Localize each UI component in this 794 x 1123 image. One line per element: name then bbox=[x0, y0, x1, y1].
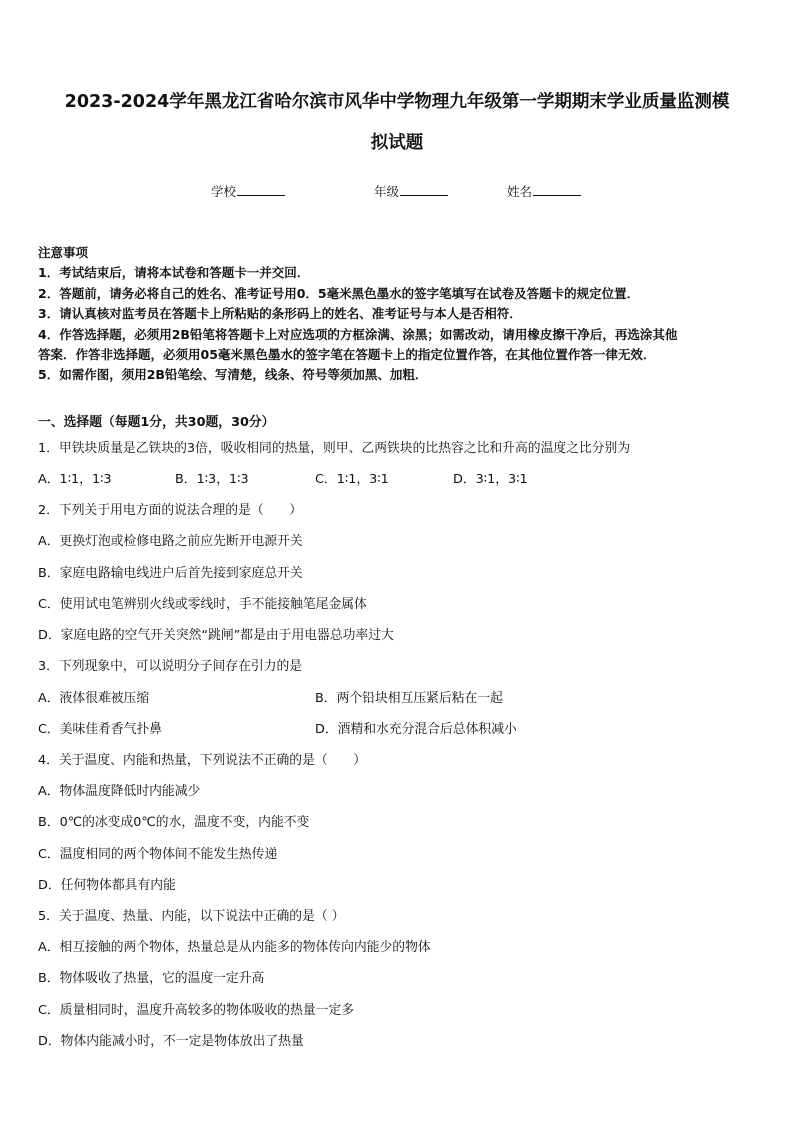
notice-item: 1．考试结束后，请将本试卷和答题卡一并交回． bbox=[38, 265, 310, 281]
question-4-stem: 4．关于温度、内能和热量，下列说法不正确的是（ ） bbox=[38, 753, 367, 768]
q2-option-d[interactable]: D．家庭电路的空气开关突然“跳闸”都是由于用电器总功率过大 bbox=[38, 628, 394, 643]
q4-option-b[interactable]: B．0℃的冰变成0℃的水，温度不变，内能不变 bbox=[38, 815, 310, 830]
notice-item: 3．请认真核对监考员在答题卡上所粘贴的条形码上的姓名、准考证号与本人是否相符． bbox=[38, 306, 522, 322]
q5-option-d[interactable]: D．物体内能减小时，不一定是物体放出了热量 bbox=[38, 1034, 304, 1049]
q3-option-b[interactable]: B．两个铅块相互压紧后粘在一起 bbox=[315, 691, 503, 706]
q2-option-c[interactable]: C．使用试电笔辨别火线或零线时，手不能接触笔尾金属体 bbox=[38, 597, 367, 612]
q4-option-d[interactable]: D．任何物体都具有内能 bbox=[38, 878, 176, 893]
notice-item: 4．作答选择题，必须用2B铅笔将答题卡上对应选项的方框涂满、涂黑；如需改动，请用橡皮擦干净后，再选涂其他 bbox=[38, 326, 678, 342]
notice-item: 答案．作答非选择题，必须用05毫米黑色墨水的签字笔在答题卡上的指定位置作答，在其他位置作答一律无效． bbox=[38, 347, 656, 363]
q2-option-b[interactable]: B．家庭电路输电线进户后首先接到家庭总开关 bbox=[38, 566, 303, 581]
q5-option-b[interactable]: B．物体吸收了热量，它的温度一定升高 bbox=[38, 971, 265, 986]
q5-option-a[interactable]: A．相互接触的两个物体，热量总是从内能多的物体传向内能少的物体 bbox=[38, 940, 431, 955]
question-3-stem: 3．下列现象中，可以说明分子间存在引力的是 bbox=[38, 659, 303, 674]
q1-option-a[interactable]: A．1∶1，1∶3 bbox=[38, 472, 112, 487]
question-1-stem: 1．甲铁块质量是乙铁块的3倍，吸收相同的热量，则甲、乙两铁块的比热容之比和升高的温度之比分别为 bbox=[38, 441, 631, 456]
q1-option-b[interactable]: B．1∶3，1∶3 bbox=[175, 472, 249, 487]
q2-option-a[interactable]: A．更换灯泡或检修电路之前应先断开电源开关 bbox=[38, 534, 303, 549]
notice-block bbox=[38, 243, 758, 386]
question-2-stem: 2．下列关于用电方面的说法合理的是（ ） bbox=[38, 503, 303, 518]
exam-title-line2: 拟试题 bbox=[370, 133, 424, 153]
section-heading: 一、选择题（每题1分，共30题，30分） bbox=[38, 415, 275, 430]
q5-option-c[interactable]: C．质量相同时，温度升高较多的物体吸收的热量一定多 bbox=[38, 1003, 355, 1018]
q3-option-d[interactable]: D．酒精和水充分混合后总体积减小 bbox=[315, 722, 517, 737]
q1-option-d[interactable]: D．3∶1，3∶1 bbox=[453, 472, 528, 487]
school-field[interactable] bbox=[211, 182, 285, 200]
question-5-stem: 5．关于温度、热量、内能，以下说法中正确的是（ ） bbox=[38, 909, 345, 924]
school-label: 学校 bbox=[211, 184, 237, 199]
grade-field[interactable] bbox=[374, 182, 448, 200]
notice-heading: 注意事项 bbox=[38, 245, 89, 260]
notice-item: 2．答题前，请务必将自己的姓名、准考证号用0．5毫米黑色墨水的签字笔填写在试卷及答题卡的规定位置． bbox=[38, 285, 640, 301]
q3-option-c[interactable]: C．美味佳肴香气扑鼻 bbox=[38, 722, 163, 737]
exam-title-line1: 2023-2024学年黑龙江省哈尔滨市风华中学物理九年级第一学期期末学业质量监测模 bbox=[64, 92, 730, 112]
grade-label: 年级 bbox=[374, 184, 400, 199]
name-label: 姓名 bbox=[507, 184, 533, 199]
q1-option-c[interactable]: C．1∶1，3∶1 bbox=[315, 472, 389, 487]
q3-option-a[interactable]: A．液体很难被压缩 bbox=[38, 691, 150, 706]
q4-option-a[interactable]: A．物体温度降低时内能减少 bbox=[38, 784, 201, 799]
notice-item: 5．如需作图，须用2B铅笔绘、写清楚，线条、符号等须加黑、加粗． bbox=[38, 367, 428, 383]
name-field[interactable] bbox=[507, 182, 581, 200]
q4-option-c[interactable]: C．温度相同的两个物体间不能发生热传递 bbox=[38, 847, 278, 862]
